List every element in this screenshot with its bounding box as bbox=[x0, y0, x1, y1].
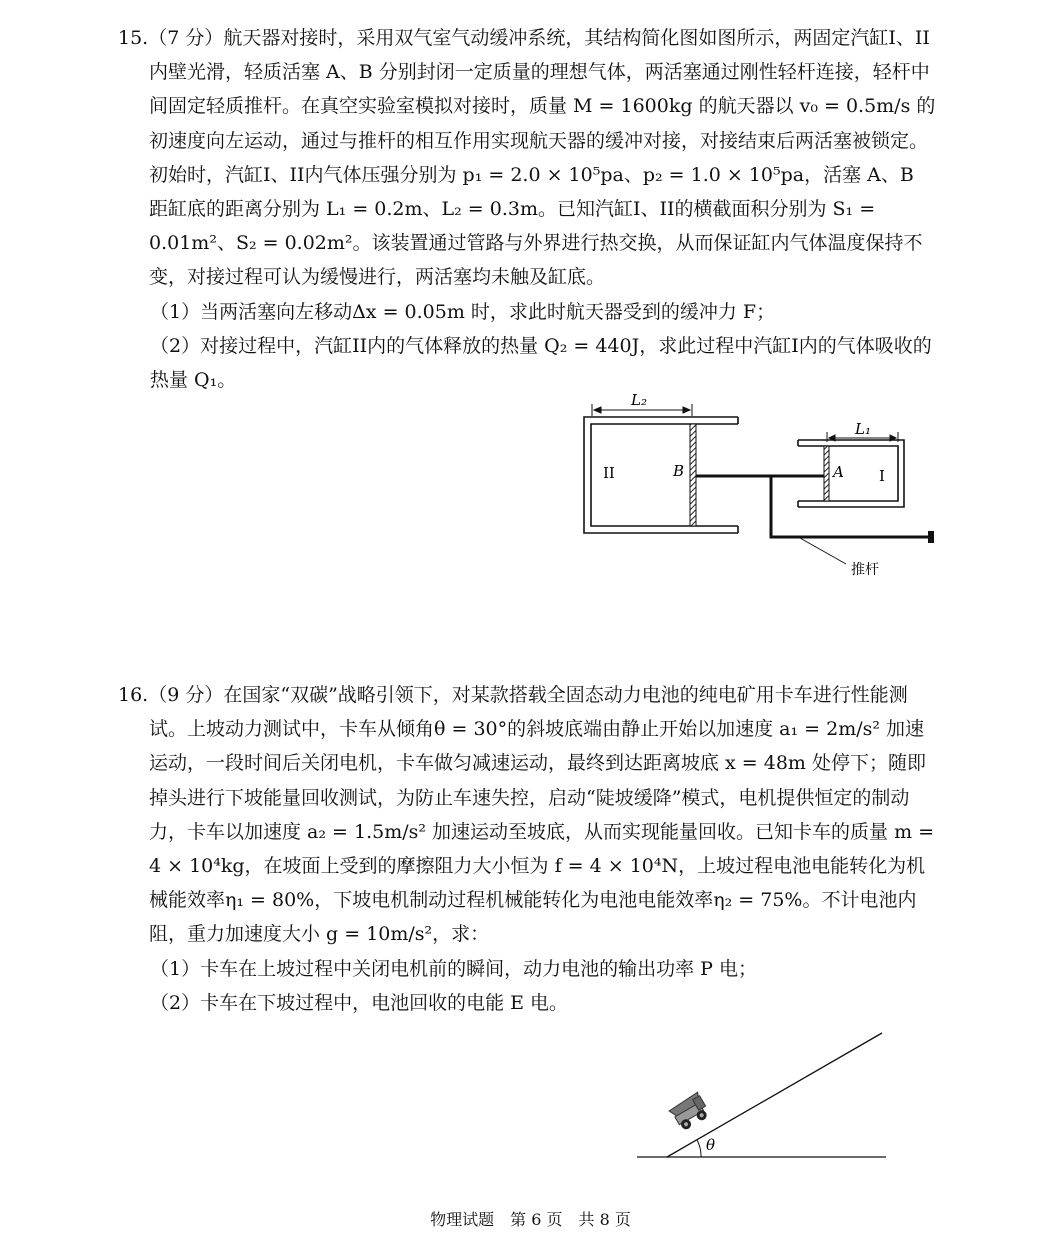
q15-part1: （1）当两活塞向左移动Δx = 0.05m 时，求此时航天器受到的缓冲力 F； bbox=[150, 300, 776, 323]
question-15 bbox=[118, 21, 938, 397]
q16-text: 在国家“双碳”战略引领下，对某款搭载全固态动力电池的纯电矿用卡车进行性能测试。上坡动力测试中，卡车从倾角θ = 30°的斜坡底端由静止开始以加速度 a₁ = 2m/s² 加速运动，一段时间后关闭电机，卡车做匀减速运动，最终到达距离坡底 x = 48m 处停下；随即掉头进行下坡能量回收测试，为防止车速失控，启动“陡坡缓降”模式，电机提供恒定的制动力，卡车以加速度 a₂ = 1.5m/s² 加速运动至坡底，从而实现能量回收。已知卡车的质量 m = 4 × 10⁴kg，在坡面上受到的摩擦阻力大小恒为 f = 4 × 10⁴N，上坡过程电池电能转化为机械能效率η₁ = 80%，下坡电机制动过程机械能转化为电池电能效率η₂ = 75%。不计电池内阻，重力加速度大小 g = 10m/s²，求： bbox=[149, 684, 935, 946]
label-theta: θ bbox=[706, 1136, 716, 1154]
q15-part2: （2）对接过程中，汽缸II内的气体释放的热量 Q₂ = 440J，求此过程中汽缸I内的气体吸收的热量 Q₁。 bbox=[150, 334, 932, 392]
q16-part2: （2）卡车在下坡过程中，电池回收的电能 E 电。 bbox=[150, 991, 569, 1014]
q16-score: （9 分） bbox=[148, 684, 224, 706]
cylinder-i bbox=[798, 440, 904, 507]
q16-stem bbox=[118, 678, 938, 952]
label-ii: II bbox=[603, 464, 615, 482]
piston-a bbox=[824, 446, 829, 501]
label-i: I bbox=[879, 467, 885, 485]
piston-b bbox=[690, 424, 696, 526]
slope-diagram bbox=[630, 1025, 895, 1165]
label-l1: L₁ bbox=[855, 420, 871, 438]
label-a: A bbox=[833, 463, 844, 481]
label-push-rod: 推杆 bbox=[851, 562, 879, 578]
label-b: B bbox=[673, 462, 685, 480]
mining-truck-icon bbox=[668, 1092, 711, 1132]
q15-number: 15. bbox=[118, 27, 149, 49]
rod-leader-line bbox=[800, 538, 846, 564]
q15-text: 航天器对接时，采用双气室气动缓冲系统，其结构简化图如图所示，两固定汽缸I、II内壁光滑，轻质活塞 A、B 分别封闭一定质量的理想气体，两活塞通过刚性轻杆连接，轻杆中间固定轻质推杆。在真空实验室模拟对接时，质量 M = 1600kg 的航天器以 v₀ = 0.5m/s 的初速度向左运动，通过与推杆的相互作用实现航天器的缓冲对接，对接结束后两活塞被锁定。初始时，汽缸I、II内气体压强分别为 p₁ = 2.0 × 10⁵pa、p₂ = 1.0 × 10⁵pa，活塞 A、B 距缸底的距离分别为 L₁ = 0.2m、L₂ = 0.3m。已知汽缸I、II的横截面积分别为 S₁ = 0.01m²、S₂ = 0.02m²。该装置通过管路与外界进行热交换，从而保证缸内气体温度保持不变，对接过程可认为缓慢进行，两活塞均未触及缸底。 bbox=[149, 27, 936, 289]
cylinder-diagram bbox=[570, 388, 950, 588]
q15-score: （7 分） bbox=[148, 27, 224, 49]
q15-stem bbox=[118, 21, 938, 295]
q16-part1: （1）卡车在上坡过程中关闭电机前的瞬间，动力电池的输出功率 P 电； bbox=[150, 957, 757, 980]
angle-arc bbox=[697, 1140, 701, 1157]
push-rod-end bbox=[928, 531, 934, 543]
slope-line bbox=[667, 1033, 882, 1157]
question-16 bbox=[118, 678, 938, 1020]
label-l2: L₂ bbox=[631, 391, 647, 409]
page-footer: 物理试题 第 6 页 共 8 页 bbox=[430, 1210, 631, 1229]
q16-number: 16. bbox=[118, 684, 149, 706]
